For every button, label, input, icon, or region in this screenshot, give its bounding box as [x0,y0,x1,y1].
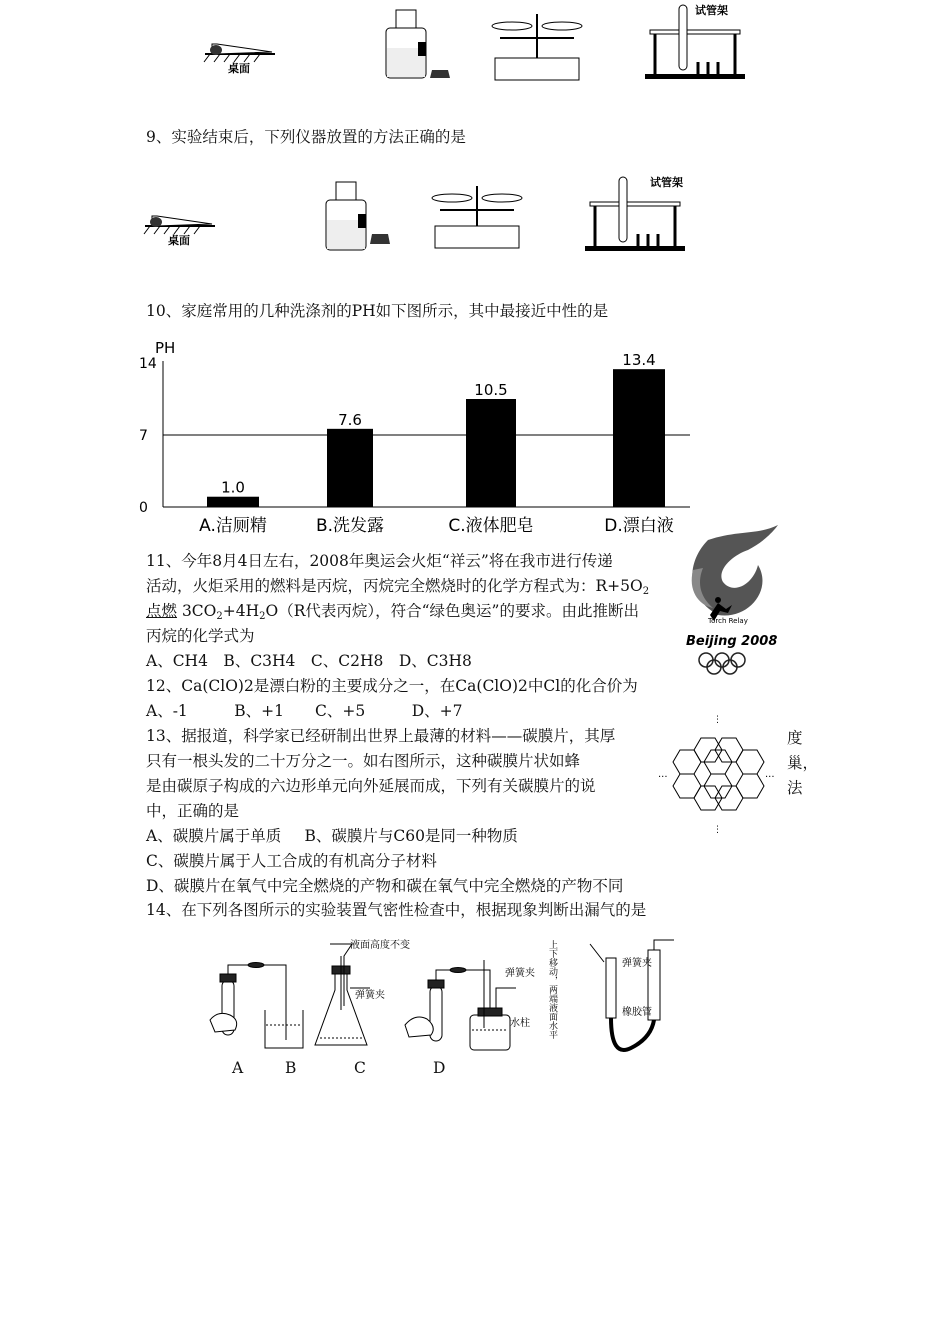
desk-label: 桌面 [228,62,250,75]
balance-image [492,14,582,80]
reagent-bottle-image [326,182,390,250]
svg-text:···: ··· [658,772,668,783]
svg-text:⋮: ⋮ [713,825,722,835]
desk-image [144,216,215,247]
q11-options: A、CH4 B、C3H4 C、C2H8 D、C3H8 [146,652,472,670]
q10-stem: 10、家庭常用的几种洗涤剂的PH如下图所示，其中最接近中性的是 [146,302,609,320]
reaction-condition: 点燃 [146,602,178,620]
figure-d [405,960,516,1050]
q13-option-c: C、碳膜片属于人工合成的有机高分子材料 [146,852,437,870]
q12-stem: 12、Ca(ClO)2是漂白粉的主要成分之一，在Ca(ClO)2中Cl的化合价为 [146,677,638,695]
desk-image [204,44,275,75]
fig-text-move: 上下移动，两端液面水平 [547,940,557,1039]
category-label: B.洗发露 [315,516,385,536]
figure-a-b [210,963,303,1049]
bar [327,429,373,507]
q13-option-d: D、碳膜片在氧气中完全燃烧的产物和碳在氧气中完全燃烧的产物不同 [146,877,624,895]
fig-text-water-col: 水柱 [510,1018,530,1029]
q11-line1: 11、今年8月4日左右，2008年奥运会火炬“祥云”将在我市进行传递 [146,552,613,570]
chart-ylabel: PH [155,339,176,357]
fig-text-clamp-u: 弹簧夹 [622,958,652,969]
apparatus-row-top [200,0,760,100]
apparatus-row-q9 [140,172,700,272]
fig-text-rubber: 橡胶管 [622,1007,652,1018]
logo-text-beijing: Beijing 2008 [686,634,778,649]
q13-line1: 13、据报道，科学家已经研制出世界上最薄的材料——碳膜片，其厚 [146,727,616,745]
category-label: D.漂白液 [604,516,674,536]
y-tick-label: 14 [139,356,157,372]
bar [207,497,259,507]
q13-line4: 中，正确的是 [146,802,240,820]
q12-options: A、-1 B、+1 C、+5 D、+7 [146,702,463,720]
y-tick-label: 7 [139,428,148,444]
q14-label-d: D [433,1059,446,1077]
test-tube-rack-image [645,3,745,79]
bar [613,369,665,507]
bar-value-label: 7.6 [338,410,362,429]
q13-line2: 只有一根头发的二十万分之一。如右图所示，这种碳膜片状如蜂 [146,752,581,770]
bar [466,399,516,507]
y-tick-label: 0 [139,500,148,516]
bar-value-label: 10.5 [474,381,508,399]
q13-line2-tail: 巢， [787,754,819,772]
q11-line4: 丙烷的化学式为 [146,627,255,645]
ph-bar-chart [135,335,705,545]
fig-text-level-const: 液面高度不变 [350,940,410,951]
q9-stem: 9、实验结束后，下列仪器放置的方法正确的是 [146,128,466,146]
category-label: C.液体肥皂 [448,516,534,536]
q13-line3-tail: 法 [787,779,803,797]
test-tube-rack-image [585,175,685,251]
fig-text-clamp-d: 弹簧夹 [505,968,535,979]
rack-label: 试管架 [650,176,683,189]
q13-line1-tail: 度 [787,729,803,747]
desk-label: 桌面 [168,234,190,247]
rack-label: 试管架 [695,4,728,17]
svg-text:⋮: ⋮ [713,715,722,725]
figure-u-tube [590,940,674,1050]
logo-text-torch-relay: Torch Relay [708,617,748,625]
svg-text:···: ··· [765,772,775,783]
bar-value-label: 1.0 [221,478,245,497]
olympic-torch-logo [678,520,788,680]
q14-label-b: B [285,1059,297,1077]
bar-value-label: 13.4 [622,351,656,370]
honeycomb-graphene-figure [655,712,780,837]
fig-text-clamp-c: 弹簧夹 [355,990,385,1001]
airtightness-figures [200,930,680,1080]
reagent-bottle-image [386,10,450,78]
q13-option-ab: A、碳膜片属于单质 B、碳膜片与C60是同一种物质 [146,827,518,845]
q11-line3: 点燃 $3CO_2+4H_2O(R$代表丙烷），符合“绿色奥运”的要求。由此推断出 [146,602,639,622]
olympic-rings [699,653,745,674]
q14-label-c: C [354,1059,366,1077]
balance-image [432,186,522,248]
q14-label-a: A [232,1059,244,1077]
q13-line3: 是由碳原子构成的六边形单元向外延展而成，下列有关碳膜片的说 [146,777,596,795]
q11-line2: 活动，火炬采用的燃料是丙烷，丙烷完全燃烧时的化学方程式为：$R+5O_2$ [146,577,650,597]
q14-stem: 14、在下列各图所示的实验装置气密性检查中，根据现象判断出漏气的是 [146,901,647,919]
category-label: A.洁厕精 [199,516,267,536]
